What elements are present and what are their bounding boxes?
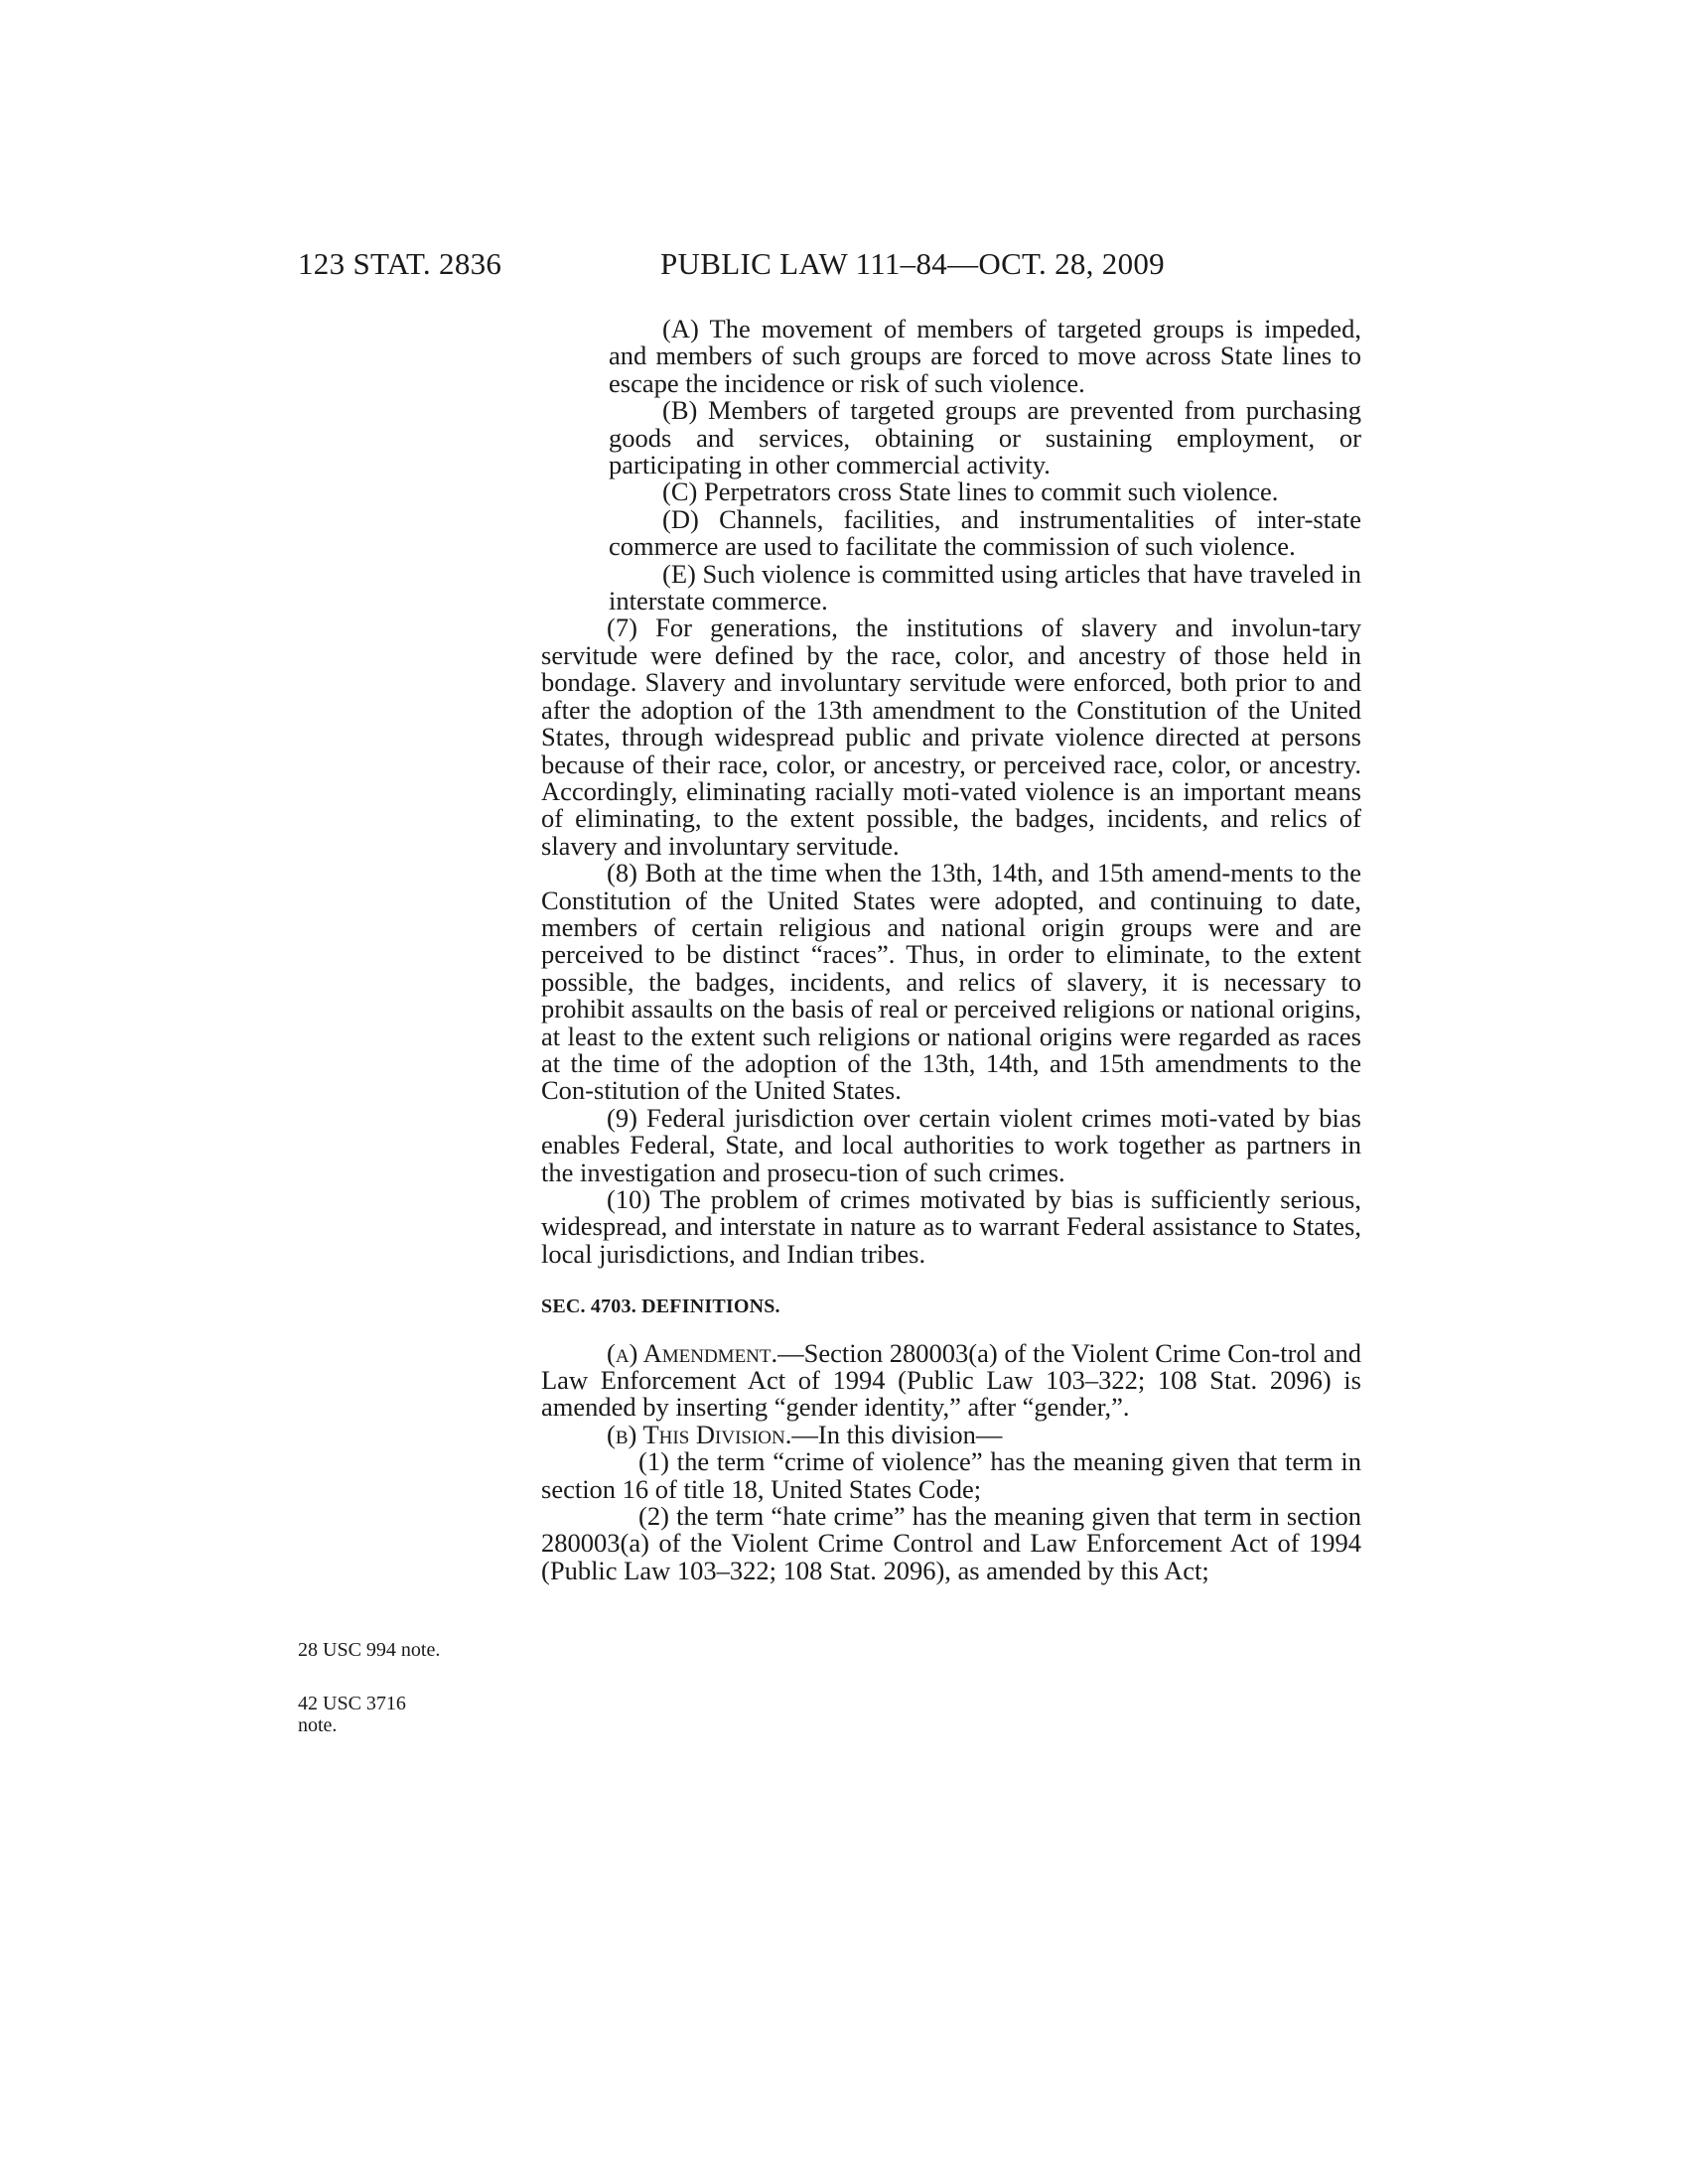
margin-note-28-usc: 28 USC 994 note. (298, 1639, 441, 1661)
document-body (541, 316, 1361, 1584)
definition-1: (1) the term “crime of violence” has the meaning given that term in section 16 of title 18, United States Code; (541, 1446, 1361, 1504)
finding-item-e: (E) Such violence is committed using articles that have traveled in interstate commerce. (609, 558, 1361, 616)
finding-item-b: (B) Members of targeted groups are prevented from purchasing goods and services, obtaining or sustaining employment, or participating in other commercial activity. (609, 395, 1361, 480)
definition-2: (2) the term “hate crime” has the meaning given that term in section 280003(a) of the Violent Crime Control and Law Enforcement Act of 1994 (Public Law 103–322; 108 Stat. 2096), as amended by this Act; (541, 1501, 1361, 1585)
margin-note-42-usc-line2: note. (298, 1714, 338, 1736)
stat-reference: 123 STAT. 2836 (298, 246, 502, 281)
finding-paragraph-7: (7) For generations, the institutions of slavery and involun-tary servitude were defined by the race, color, and ancestry of those held in bondage. Slavery and involuntary servitude were enforced, both prior to and after the adoption of the 13th amendment to the Constitution of the United States, through widespread public and private violence directed at persons because of their race, color, or ancestry, or perceived race, color, or ancestry. Accordingly, eliminating racially moti-vated violence is an important means of eliminating, to the extent possible, the badges, incidents, and relics of slavery and involuntary servitude. (541, 613, 1361, 861)
page-title: PUBLIC LAW 111–84—OCT. 28, 2009 (660, 246, 1165, 281)
finding-paragraph-9: (9) Federal jurisdiction over certain violent crimes moti-vated by bias enables Federal, State, and local authorities to work together as partners in the investigation and prosecu-tion of such crimes. (541, 1102, 1361, 1187)
subsection-b (541, 1419, 1361, 1449)
finding-paragraph-10: (10) The problem of crimes motivated by bias is sufficiently serious, widespread, and interstate in nature as to warrant Federal assistance to States, local jurisdictions, and Indian tribes. (541, 1184, 1361, 1269)
subsection-a-label: (a) Amendment. (607, 1337, 778, 1368)
margin-note-42-usc-line1: 42 USC 3716 (298, 1693, 406, 1714)
finding-paragraph-8: (8) Both at the time when the 13th, 14th, and 15th amend-ments to the Constitution of the United States were adopted, and continuing to date, members of certain religious and national origin groups were and are perceived to be distinct “races”. Thus, in order to eliminate, to the extent possible, the badges, incidents, and relics of slavery, it is necessary to prohibit assaults on the basis of real or perceived religions or national origins, at least to the extent such religions or national origins were regarded as races at the time of the adoption of the 13th, 14th, and 15th amendments to the Con-stitution of the United States. (541, 858, 1361, 1106)
margin-note-42-usc (298, 1693, 406, 1736)
definitions-list (541, 1448, 1361, 1584)
subsection-a-text: —Section 280003(a) of the Violent Crime Con-trol and Law Enforcement Act of 1994 (Public Law 103–322; 108 Stat. 2096) is amended by inserting “gender identity,” after “gender,”. (541, 1337, 1361, 1423)
subsection-b-text: —In this division— (791, 1419, 1003, 1449)
finding-item-c: (C) Perpetrators cross State lines to commit such violence. (662, 477, 1279, 507)
section-heading: SEC. 4703. DEFINITIONS. (541, 1296, 780, 1318)
finding-item-d: (D) Channels, facilities, and instrumentalities of inter-state commerce are used to facilitate the commission of such violence. (609, 503, 1361, 562)
subsection-b-label: (b) This Division. (607, 1419, 792, 1449)
finding-item-a: (A) The movement of members of targeted groups is impeded, and members of such groups are forced to move across State lines to escape the incidence or risk of such violence. (609, 314, 1361, 398)
subsection-a (541, 1337, 1361, 1423)
findings-subitems (541, 316, 1361, 614)
